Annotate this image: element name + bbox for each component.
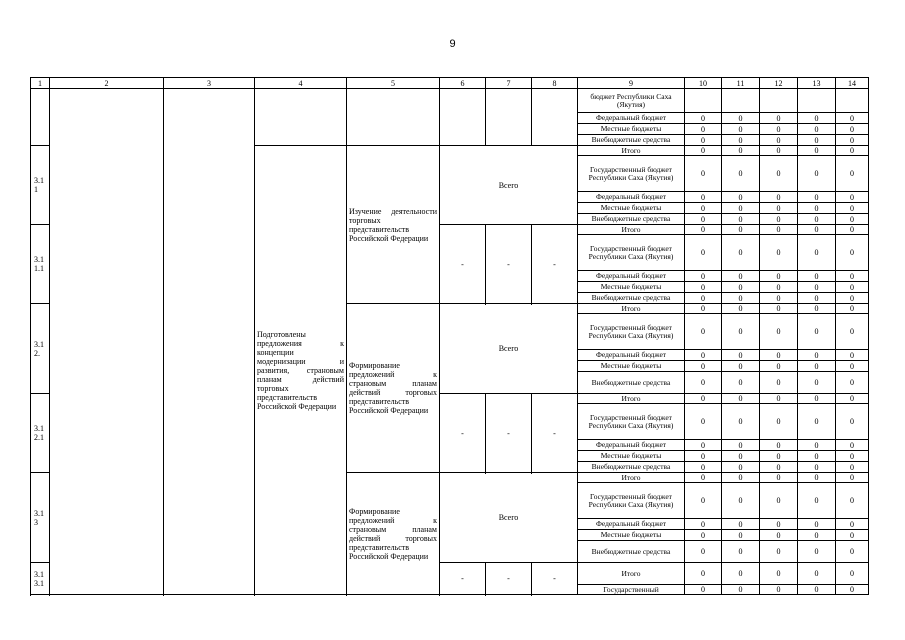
dash-cell: - bbox=[440, 563, 486, 595]
value-cell: 0 bbox=[836, 372, 869, 394]
value-cell: 0 bbox=[685, 113, 722, 124]
value-cell: 0 bbox=[760, 135, 798, 146]
page-number: 9 bbox=[449, 38, 456, 50]
value-cell: 0 bbox=[722, 113, 760, 124]
dash-cell: - bbox=[532, 394, 578, 473]
col-header: 9 bbox=[578, 78, 685, 89]
value-cell: 0 bbox=[760, 146, 798, 156]
value-cell: 0 bbox=[836, 235, 869, 271]
value-cell: 0 bbox=[722, 314, 760, 350]
value-cell: 0 bbox=[760, 192, 798, 203]
source-label: Федеральный бюджет bbox=[578, 192, 685, 203]
value-cell: 0 bbox=[685, 394, 722, 404]
source-label: Местные бюджеты bbox=[578, 361, 685, 372]
value-cell: 0 bbox=[836, 304, 869, 314]
value-cell: 0 bbox=[760, 519, 798, 530]
value-cell: 0 bbox=[760, 394, 798, 404]
value-cell: 0 bbox=[836, 563, 869, 585]
empty-cell bbox=[760, 89, 798, 113]
source-label: Итого bbox=[578, 394, 685, 404]
value-cell: 0 bbox=[836, 473, 869, 483]
value-cell: 0 bbox=[722, 135, 760, 146]
col-header: 11 bbox=[722, 78, 760, 89]
value-cell: 0 bbox=[798, 473, 836, 483]
value-cell: 0 bbox=[760, 473, 798, 483]
value-cell: 0 bbox=[760, 314, 798, 350]
col-header: 2 bbox=[50, 78, 164, 89]
value-cell: 0 bbox=[722, 146, 760, 156]
value-cell: 0 bbox=[685, 282, 722, 293]
source-label: Федеральный бюджет bbox=[578, 113, 685, 124]
value-cell: 0 bbox=[722, 156, 760, 192]
source-label: Государственный бюджет Республики Саха (Якутия) bbox=[578, 235, 685, 271]
source-label: Внебюджетные средства bbox=[578, 372, 685, 394]
value-cell: 0 bbox=[722, 462, 760, 473]
value-cell: 0 bbox=[836, 192, 869, 203]
vsego-label: Всего bbox=[440, 146, 578, 225]
col6-cell bbox=[440, 89, 486, 146]
value-cell: 0 bbox=[836, 541, 869, 563]
value-cell: 0 bbox=[836, 146, 869, 156]
source-label: Внебюджетные средства bbox=[578, 214, 685, 225]
col-header: 13 bbox=[798, 78, 836, 89]
value-cell: 0 bbox=[722, 271, 760, 282]
activity-description: Формирование предложений к страновым планам действий торговых представительств Российской Федерации bbox=[347, 473, 440, 595]
value-cell: 0 bbox=[722, 483, 760, 519]
value-cell: 0 bbox=[685, 473, 722, 483]
col-header: 5 bbox=[347, 78, 440, 89]
value-cell: 0 bbox=[760, 304, 798, 314]
value-cell: 0 bbox=[722, 394, 760, 404]
value-cell: 0 bbox=[836, 350, 869, 361]
value-cell: 0 bbox=[836, 585, 869, 595]
value-cell: 0 bbox=[798, 225, 836, 235]
value-cell: 0 bbox=[760, 271, 798, 282]
row-id: 3.1 3 bbox=[31, 473, 50, 563]
value-cell: 0 bbox=[685, 361, 722, 372]
value-cell: 0 bbox=[836, 483, 869, 519]
value-cell: 0 bbox=[722, 235, 760, 271]
value-cell: 0 bbox=[685, 235, 722, 271]
value-cell: 0 bbox=[798, 350, 836, 361]
value-cell: 0 bbox=[685, 585, 722, 595]
value-cell: 0 bbox=[798, 361, 836, 372]
value-cell: 0 bbox=[798, 235, 836, 271]
value-cell: 0 bbox=[760, 483, 798, 519]
value-cell: 0 bbox=[836, 361, 869, 372]
col-header: 4 bbox=[255, 78, 347, 89]
value-cell: 0 bbox=[798, 304, 836, 314]
source-label: Местные бюджеты bbox=[578, 530, 685, 541]
col-header: 1 bbox=[31, 78, 50, 89]
value-cell: 0 bbox=[836, 314, 869, 350]
row-id: 3.1 2.1 bbox=[31, 394, 50, 473]
value-cell: 0 bbox=[722, 440, 760, 451]
value-cell: 0 bbox=[722, 372, 760, 394]
value-cell: 0 bbox=[722, 192, 760, 203]
col5-cell bbox=[347, 89, 440, 146]
value-cell: 0 bbox=[798, 293, 836, 304]
vsego-label: Всего bbox=[440, 473, 578, 563]
source-label: Внебюджетные средства bbox=[578, 135, 685, 146]
value-cell: 0 bbox=[798, 203, 836, 214]
source-label: Местные бюджеты bbox=[578, 282, 685, 293]
table-row bbox=[31, 89, 869, 113]
value-cell: 0 bbox=[722, 293, 760, 304]
value-cell: 0 bbox=[836, 404, 869, 440]
value-cell: 0 bbox=[760, 214, 798, 225]
col-header: 8 bbox=[532, 78, 578, 89]
value-cell: 0 bbox=[685, 519, 722, 530]
value-cell: 0 bbox=[798, 146, 836, 156]
value-cell: 0 bbox=[760, 235, 798, 271]
value-cell: 0 bbox=[685, 563, 722, 585]
value-cell: 0 bbox=[836, 293, 869, 304]
source-label: Итого bbox=[578, 146, 685, 156]
value-cell: 0 bbox=[798, 483, 836, 519]
value-cell: 0 bbox=[798, 563, 836, 585]
value-cell: 0 bbox=[685, 451, 722, 462]
col-header: 7 bbox=[486, 78, 532, 89]
value-cell: 0 bbox=[760, 451, 798, 462]
value-cell: 0 bbox=[760, 350, 798, 361]
value-cell: 0 bbox=[685, 271, 722, 282]
value-cell: 0 bbox=[760, 585, 798, 595]
value-cell: 0 bbox=[836, 156, 869, 192]
value-cell: 0 bbox=[760, 282, 798, 293]
source-label: Государственный бюджет Республики Саха (Якутия) bbox=[578, 314, 685, 350]
value-cell: 0 bbox=[685, 225, 722, 235]
value-cell: 0 bbox=[836, 113, 869, 124]
col-header: 14 bbox=[836, 78, 869, 89]
value-cell: 0 bbox=[685, 404, 722, 440]
row-id: 3.1 1 bbox=[31, 146, 50, 225]
source-label: Местные бюджеты bbox=[578, 451, 685, 462]
source-label: Государственный бюджет Республики Саха (Якутия) bbox=[578, 156, 685, 192]
value-cell: 0 bbox=[722, 225, 760, 235]
value-cell: 0 bbox=[798, 372, 836, 394]
col2-cell bbox=[50, 89, 164, 595]
value-cell: 0 bbox=[685, 192, 722, 203]
value-cell: 0 bbox=[798, 124, 836, 135]
value-cell: 0 bbox=[798, 440, 836, 451]
value-cell: 0 bbox=[685, 462, 722, 473]
empty-cell bbox=[722, 89, 760, 113]
source-label: Федеральный бюджет bbox=[578, 271, 685, 282]
value-cell: 0 bbox=[760, 440, 798, 451]
value-cell: 0 bbox=[685, 483, 722, 519]
source-label: Местные бюджеты bbox=[578, 203, 685, 214]
vsego-label: Всего bbox=[440, 304, 578, 394]
value-cell: 0 bbox=[836, 203, 869, 214]
empty-cell bbox=[798, 89, 836, 113]
col7-cell bbox=[486, 89, 532, 146]
source-label: Внебюджетные средства bbox=[578, 462, 685, 473]
value-cell: 0 bbox=[722, 361, 760, 372]
source-label: Внебюджетные средства bbox=[578, 293, 685, 304]
value-cell: 0 bbox=[760, 563, 798, 585]
value-cell: 0 bbox=[760, 361, 798, 372]
value-cell: 0 bbox=[685, 530, 722, 541]
value-cell: 0 bbox=[722, 585, 760, 595]
source-label: Итого bbox=[578, 473, 685, 483]
value-cell: 0 bbox=[798, 113, 836, 124]
value-cell: 0 bbox=[798, 530, 836, 541]
value-cell: 0 bbox=[685, 541, 722, 563]
value-cell: 0 bbox=[798, 135, 836, 146]
source-label: Государственный бюджет Республики Саха (Якутия) bbox=[578, 483, 685, 519]
value-cell: 0 bbox=[722, 203, 760, 214]
dash-cell: - bbox=[486, 563, 532, 595]
value-cell: 0 bbox=[836, 271, 869, 282]
col-header: 6 bbox=[440, 78, 486, 89]
value-cell: 0 bbox=[685, 372, 722, 394]
row-id: 3.1 3.1 bbox=[31, 563, 50, 595]
value-cell: 0 bbox=[798, 282, 836, 293]
value-cell: 0 bbox=[760, 404, 798, 440]
header-row bbox=[31, 78, 869, 89]
value-cell: 0 bbox=[722, 282, 760, 293]
col-header: 3 bbox=[164, 78, 255, 89]
value-cell: 0 bbox=[685, 350, 722, 361]
activity-description: Изучение деятельности торговых представительств Российской Федерации bbox=[347, 146, 440, 304]
col3-cell bbox=[164, 89, 255, 595]
value-cell: 0 bbox=[722, 451, 760, 462]
value-cell: 0 bbox=[722, 563, 760, 585]
source-label: Внебюджетные средства bbox=[578, 541, 685, 563]
dash-cell: - bbox=[532, 563, 578, 595]
value-cell: 0 bbox=[685, 156, 722, 192]
value-cell: 0 bbox=[760, 124, 798, 135]
row-id: 3.1 2. bbox=[31, 304, 50, 394]
value-cell: 0 bbox=[798, 404, 836, 440]
value-cell: 0 bbox=[722, 473, 760, 483]
empty-cell bbox=[685, 89, 722, 113]
value-cell: 0 bbox=[760, 225, 798, 235]
value-cell: 0 bbox=[722, 519, 760, 530]
value-cell: 0 bbox=[760, 113, 798, 124]
source-label: Государственный бюджет Республики Саха (Якутия) bbox=[578, 404, 685, 440]
value-cell: 0 bbox=[836, 214, 869, 225]
value-cell: 0 bbox=[685, 304, 722, 314]
value-cell: 0 bbox=[722, 541, 760, 563]
dash-cell: - bbox=[440, 394, 486, 473]
value-cell: 0 bbox=[836, 282, 869, 293]
col4-description: Подготовлены предложения к концепции модернизации и развития, страновым планам действий торговых представительств Российской Федерации bbox=[255, 146, 347, 595]
source-label: Государственный bbox=[578, 585, 685, 595]
value-cell: 0 bbox=[722, 124, 760, 135]
value-cell: 0 bbox=[798, 314, 836, 350]
value-cell: 0 bbox=[798, 451, 836, 462]
value-cell: 0 bbox=[798, 192, 836, 203]
value-cell: 0 bbox=[685, 293, 722, 304]
value-cell: 0 bbox=[836, 135, 869, 146]
value-cell: 0 bbox=[798, 519, 836, 530]
value-cell: 0 bbox=[685, 314, 722, 350]
empty-cell bbox=[31, 89, 50, 146]
value-cell: 0 bbox=[836, 519, 869, 530]
empty-cell bbox=[836, 89, 869, 113]
value-cell: 0 bbox=[760, 462, 798, 473]
source-label: бюджет Республики Саха (Якутия) bbox=[578, 89, 685, 113]
budget-table bbox=[30, 77, 869, 595]
value-cell: 0 bbox=[798, 462, 836, 473]
col-header: 10 bbox=[685, 78, 722, 89]
value-cell: 0 bbox=[836, 451, 869, 462]
source-label: Итого bbox=[578, 563, 685, 585]
value-cell: 0 bbox=[836, 124, 869, 135]
source-label: Итого bbox=[578, 304, 685, 314]
value-cell: 0 bbox=[836, 462, 869, 473]
dash-cell: - bbox=[486, 225, 532, 304]
value-cell: 0 bbox=[836, 440, 869, 451]
source-label: Федеральный бюджет bbox=[578, 440, 685, 451]
value-cell: 0 bbox=[798, 585, 836, 595]
value-cell: 0 bbox=[836, 530, 869, 541]
activity-description: Формирование предложений к страновым планам действий торговых представительств Российской Федерации bbox=[347, 304, 440, 473]
value-cell: 0 bbox=[760, 372, 798, 394]
source-label: Федеральный бюджет bbox=[578, 519, 685, 530]
value-cell: 0 bbox=[760, 203, 798, 214]
value-cell: 0 bbox=[685, 440, 722, 451]
value-cell: 0 bbox=[760, 541, 798, 563]
row-id: 3.1 1.1 bbox=[31, 225, 50, 304]
value-cell: 0 bbox=[798, 156, 836, 192]
col-header: 12 bbox=[760, 78, 798, 89]
value-cell: 0 bbox=[722, 350, 760, 361]
value-cell: 0 bbox=[722, 404, 760, 440]
value-cell: 0 bbox=[798, 214, 836, 225]
value-cell: 0 bbox=[685, 203, 722, 214]
source-label: Федеральный бюджет bbox=[578, 350, 685, 361]
dash-cell: - bbox=[440, 225, 486, 304]
value-cell: 0 bbox=[722, 530, 760, 541]
value-cell: 0 bbox=[685, 124, 722, 135]
value-cell: 0 bbox=[836, 394, 869, 404]
value-cell: 0 bbox=[836, 225, 869, 235]
col4-cell bbox=[255, 89, 347, 146]
value-cell: 0 bbox=[760, 293, 798, 304]
value-cell: 0 bbox=[760, 156, 798, 192]
value-cell: 0 bbox=[685, 214, 722, 225]
dash-cell: - bbox=[532, 225, 578, 304]
value-cell: 0 bbox=[722, 304, 760, 314]
value-cell: 0 bbox=[685, 146, 722, 156]
col8-cell bbox=[532, 89, 578, 146]
value-cell: 0 bbox=[685, 135, 722, 146]
value-cell: 0 bbox=[798, 394, 836, 404]
value-cell: 0 bbox=[798, 541, 836, 563]
value-cell: 0 bbox=[760, 530, 798, 541]
source-label: Местные бюджеты bbox=[578, 124, 685, 135]
source-label: Итого bbox=[578, 225, 685, 235]
value-cell: 0 bbox=[798, 271, 836, 282]
value-cell: 0 bbox=[722, 214, 760, 225]
dash-cell: - bbox=[486, 394, 532, 473]
